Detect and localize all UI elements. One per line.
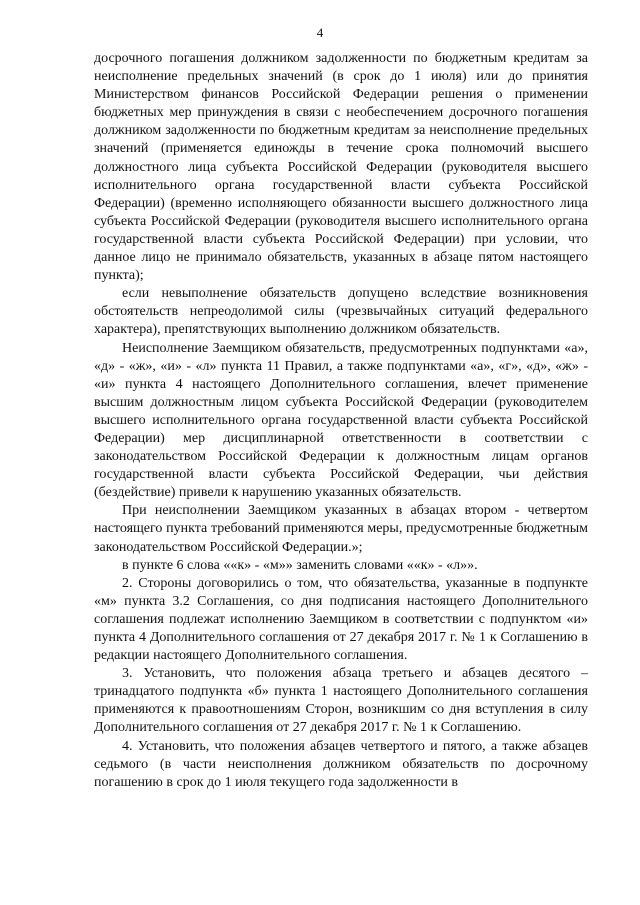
paragraph-clause-4: 4. Установить, что положения абзацев четвертого и пятого, а также абзацев седьмого (в части неисполнения должником обязательств по досрочному погашению в срок до 1 июля текущего года задолженности в (94, 738, 588, 790)
paragraph-non-fulfillment: Неисполнение Заемщиком обязательств, предусмотренных подпунктами «а», «д» - «ж», «и» - «л» пункта 11 Правил, а также подпунктами «а», «г», «д», «ж» - «и» пункта 4 настоящего Дополнительного соглашения, влечет применение высшим должностным лицом субъекта Российской Федерации (руководителем высшего исполнительного органа государственной власти субъекта Российской Федерации) мер дисциплинарной ответственности в соответствии с законодательством Российской Федерации к должностным лицам органов государственной власти субъекта Российской Федерации, чьи действия (бездействие) привели к нарушению указанных обязательств. (94, 340, 588, 501)
document-body (94, 50, 588, 792)
paragraph-measures: При неисполнении Заемщиком указанных в абзацах втором - четвертом настоящего пункта требований применяются меры, предусмотренные бюджетным законодательством Российской Федерации.»; (94, 503, 588, 555)
paragraph-item-6-replace: в пункте 6 слова ««к» - «м»» заменить словами ««к» - «л»». (122, 557, 478, 573)
paragraph-force-majeure: если невыполнение обязательств допущено вследствие возникновения обстоятельств непреодолимой силы (чрезвычайных ситуаций федерального характера), препятствующих выполнению должником обязательств. (94, 286, 588, 338)
paragraph-clause-3: 3. Установить, что положения абзаца третьего и абзацев десятого – тринадцатого подпункта «б» пункта 1 настоящего Дополнительного соглашения применяются к правоотношениям Сторон, возникшим со дня вступления в силу Дополнительного соглашения от 27 декабря 2017 г. № 1 к Соглашению. (94, 666, 588, 736)
page-number: 4 (316, 25, 324, 40)
paragraph-continuation: досрочного погашения должником задолженности по бюджетным кредитам за неисполнение предельных значений (в срок до 1 июля) или до принятия Министерством финансов Российской Федерации решения о применении бюджетных мер принуждения в связи с необеспечением досрочного погашения должником задолженности по бюджетным кредитам за неисполнение предельных значений (применяется единожды в течение срока полномочий высшего должностного лица субъекта Российской Федерации (руководителя высшего исполнительного органа государственной власти субъекта Российской Федерации) (временно исполняющего обязанности высшего должностного лица субъекта Российской Федерации (руководителя высшего исполнительного органа государственной власти субъекта Российской Федерации) при условии, что данное лицо не принимало обязательств, указанных в абзаце пятом настоящего пункта); (94, 51, 588, 284)
paragraph-clause-2: 2. Стороны договорились о том, что обязательства, указанные в подпункте «м» пункта 3.2 Соглашения, со дня подписания настоящего Дополнительного соглашения подлежат исполнению Заемщиком в соответствии с подпунктом «и» пункта 4 Дополнительного соглашения от 27 декабря 2017 г. № 1 к Соглашению в редакции настоящего Дополнительного соглашения. (94, 575, 588, 664)
